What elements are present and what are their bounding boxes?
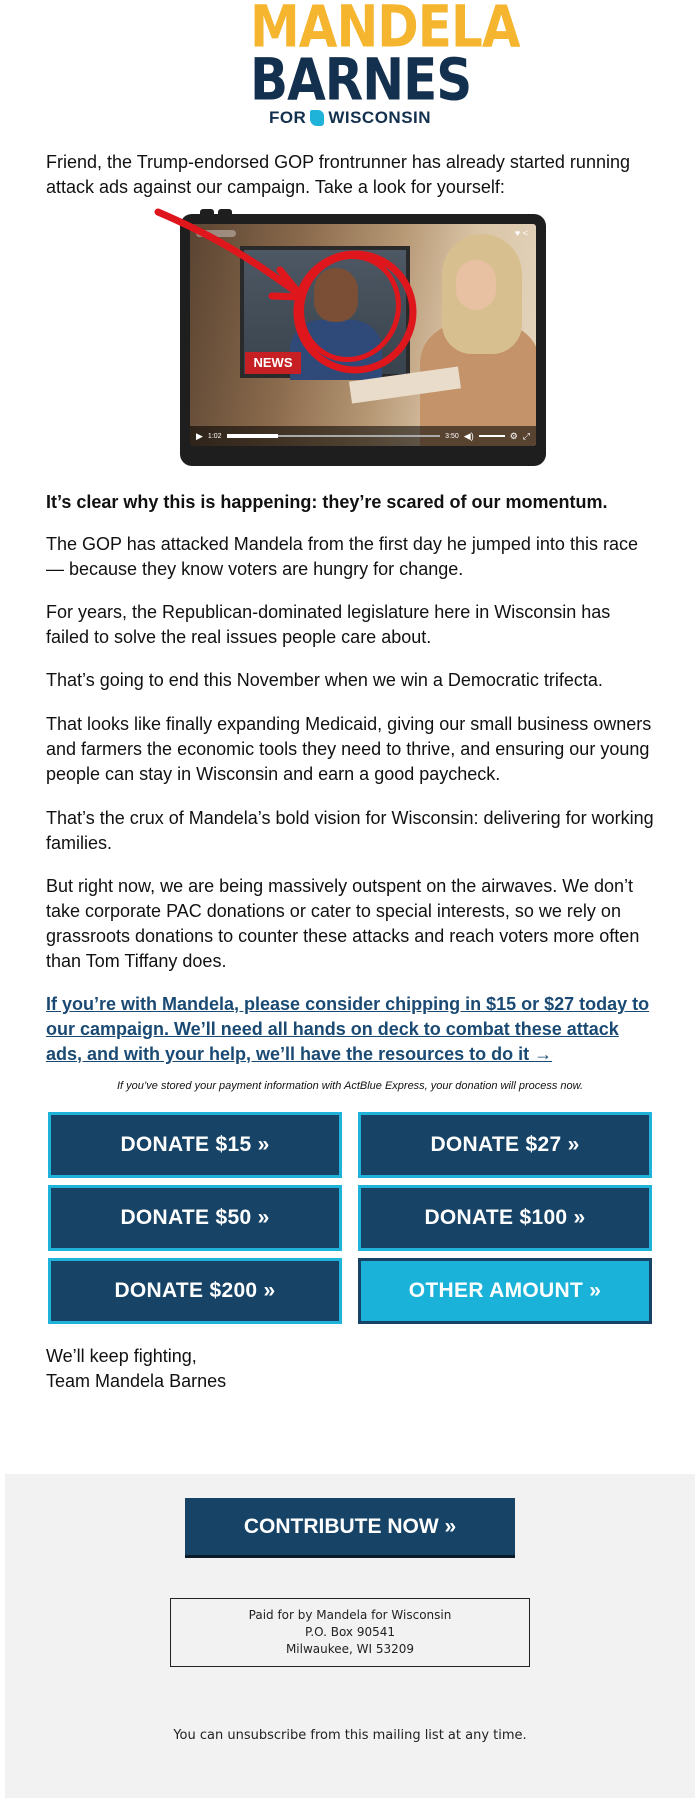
contribute-now-button[interactable]: CONTRIBUTE NOW » bbox=[185, 1498, 515, 1558]
video-progress-fill bbox=[227, 434, 278, 438]
donate-50-button[interactable]: DONATE $50 » bbox=[48, 1185, 342, 1251]
city-line: Milwaukee, WI 53209 bbox=[285, 1642, 415, 1656]
fullscreen-icon[interactable]: ⤢ bbox=[522, 430, 530, 441]
logo-last-name: BARNES bbox=[250, 46, 472, 114]
email-footer bbox=[5, 1474, 695, 1798]
donate-27-button[interactable]: DONATE $27 » bbox=[358, 1112, 652, 1178]
anchor-head bbox=[314, 268, 358, 322]
body-paragraph: That’s going to end this November when we win a Democratic trifecta. bbox=[46, 670, 603, 690]
video-current-time: 1:02 bbox=[207, 432, 222, 440]
logo-state: WISCONSIN bbox=[328, 108, 432, 127]
news-tag: NEWS bbox=[245, 352, 301, 374]
body-paragraph: The GOP has attacked Mandela from the first day he jumped into this race — because they know voters are hungry for change. bbox=[46, 534, 638, 579]
play-icon[interactable]: ▶ bbox=[196, 430, 203, 441]
anchor-body bbox=[290, 320, 382, 380]
heart-share-icon: ♥ < bbox=[514, 228, 528, 238]
video-total-time: 3:50 bbox=[445, 432, 459, 440]
donate-100-button[interactable]: DONATE $100 » bbox=[358, 1185, 652, 1251]
logo-for: FOR bbox=[268, 108, 307, 127]
woman-face bbox=[456, 260, 496, 310]
body-paragraph: For years, the Republican-dominated legislature here in Wisconsin has failed to solve the real issues people care about. bbox=[46, 602, 611, 647]
video-thumbnail[interactable] bbox=[180, 214, 546, 466]
video-controls bbox=[190, 426, 536, 446]
momentum-heading: It’s clear why this is happening: they’re scared of our momentum. bbox=[46, 492, 608, 512]
campaign-logo bbox=[250, 0, 520, 128]
logo-first-name: MANDELA bbox=[250, 0, 520, 61]
donate-200-button[interactable]: DONATE $200 » bbox=[48, 1258, 342, 1324]
unsubscribe-text[interactable]: You can unsubscribe from this mailing list at any time. bbox=[173, 1728, 527, 1743]
donate-cta-link[interactable]: If you’re with Mandela, please consider chipping in $15 or $27 today to our campaign. We’ll need all hands on deck to combat these attack ads, and with your help, we’ll have the resources to do it → bbox=[46, 994, 650, 1064]
donate-15-button[interactable]: DONATE $15 » bbox=[48, 1112, 342, 1178]
body-paragraph: That’s the crux of Mandela’s bold vision for Wisconsin: delivering for working families. bbox=[46, 808, 654, 853]
volume-slider[interactable] bbox=[479, 435, 505, 437]
video-progress-bar[interactable] bbox=[227, 435, 441, 437]
intro-paragraph: Friend, the Trump-endorsed GOP frontrunner has already started running attack ads against our campaign. Take a look for yourself: bbox=[46, 152, 630, 197]
body-paragraph: But right now, we are being massively outspent on the airwaves. We don’t take corporate PAC donations or cater to special interests, so we rely on grassroots donations to counter these attacks and reach voters more often than Tom Tiffany does. bbox=[46, 876, 640, 971]
actblue-express-note: If you’ve stored your payment information with ActBlue Express, your donation will process now. bbox=[116, 1080, 584, 1092]
volume-icon[interactable]: ◀) bbox=[463, 430, 474, 441]
signoff-team: Team Mandela Barnes bbox=[46, 1371, 227, 1391]
gear-icon[interactable]: ⚙ bbox=[509, 430, 518, 441]
body-paragraph: That looks like finally expanding Medicaid, giving our small business owners and farmers the economic tools they need to thrive, and ensuring our young people can stay in Wisconsin and earn a good paycheck. bbox=[46, 714, 652, 784]
tablet-frame bbox=[180, 214, 546, 466]
other-amount-button[interactable]: OTHER AMOUNT » bbox=[358, 1258, 652, 1324]
po-box-line: P.O. Box 90541 bbox=[304, 1625, 396, 1639]
video-title-bar bbox=[196, 230, 236, 237]
paid-for-line: Paid for by Mandela for Wisconsin bbox=[248, 1608, 452, 1622]
signoff-line: We’ll keep fighting, bbox=[46, 1346, 197, 1366]
paid-for-disclaimer bbox=[170, 1598, 530, 1667]
video-screen bbox=[190, 224, 536, 446]
